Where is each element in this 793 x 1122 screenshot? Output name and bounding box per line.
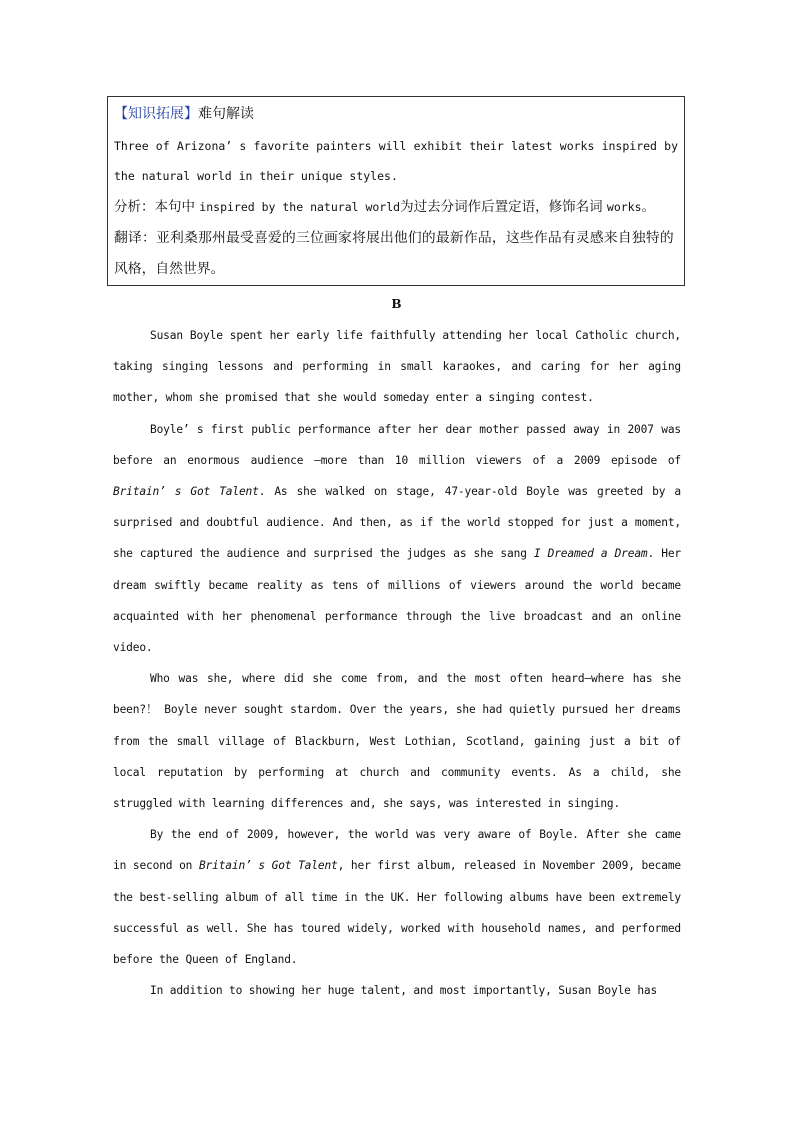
paragraph-3: Who was she, where did she come from, and the most often heard—where has she been?！ Boyle never sought stardom. Over the years, she had quietly pursued her dreams from the small village of Blackburn, West Lothian, Scotland, gaining just a bit of local reputation by performing at church and community events. As a child, she struggled with learning differences and, she says, was interested in singing. <box>113 672 681 811</box>
paragraph-2-part-b: . As she walked on stage, 47-year-old Boyle was greeted by a surprised and doubtful audience. And then, as if the world stopped for just a moment, she captured the audience and surprised the judges as she sang <box>113 485 681 561</box>
paragraph-4-part-a: By the end of 2009, however, the world was very aware of Boyle. After she came in second on <box>113 828 681 873</box>
translation-line-2: 风格，自然世界。 <box>114 261 225 277</box>
analysis-word: works <box>606 200 642 214</box>
knowledge-extension-box <box>107 96 685 286</box>
translation-line-1: 翻译：亚利桑那州最受喜爱的三位画家将展出他们的最新作品，这些作品有灵感来自独特的 <box>114 230 674 246</box>
knowledge-box-header <box>114 106 678 122</box>
paragraph-2-part-a: Boyle’ s first public performance after her dear mother passed away in 2007 was before an enormous audience —more than 10 million viewers of a 2009 episode of <box>113 422 681 467</box>
example-sentence-line-2: the natural world in their unique styles. <box>114 169 398 183</box>
analysis-end: 。 <box>641 199 656 215</box>
paragraph-5: In addition to showing her huge talent, and most importantly, Susan Boyle has <box>150 984 658 998</box>
reading-passage <box>113 320 681 1006</box>
example-sentence-line-1: Three of Arizona’ s favorite painters will exhibit their latest works inspired by <box>114 139 678 153</box>
paragraph-2 <box>113 414 681 664</box>
show-title: Britain’ s Got Talent <box>198 859 338 873</box>
paragraph-4 <box>113 819 681 975</box>
paragraph-4-part-b: , her first album, released in November 2009, became the best-selling album of all time in the UK. Her following albums have been extremely successful as well. She has toured widely, worked with household names, and performed before the Queen of England. <box>113 859 681 967</box>
knowledge-box-title: 难句解读 <box>198 106 254 122</box>
paragraph-1: Susan Boyle spent her early life faithfully attending her local Catholic church, taking singing lessons and performing in small karaokes, and caring for her aging mother, whom she promised that she would someday enter a singing contest. <box>113 329 681 405</box>
paragraph-2-part-c: . Her dream swiftly became reality as tens of millions of viewers around the world became acquainted with her phenomenal performance through the live broadcast and an online video. <box>113 547 682 655</box>
analysis-phrase: inspired by the natural world <box>199 200 401 214</box>
show-title: Britain’ s Got Talent <box>113 485 259 499</box>
song-title: I Dreamed a Dream <box>533 547 648 561</box>
analysis-line <box>114 199 678 215</box>
analysis-middle: 为过去分词作后置定语，修饰名词 <box>400 199 607 215</box>
analysis-label: 分析：本句中 <box>114 199 200 215</box>
section-label: B <box>391 297 402 311</box>
knowledge-box-tag: 【知识拓展】 <box>114 106 198 122</box>
